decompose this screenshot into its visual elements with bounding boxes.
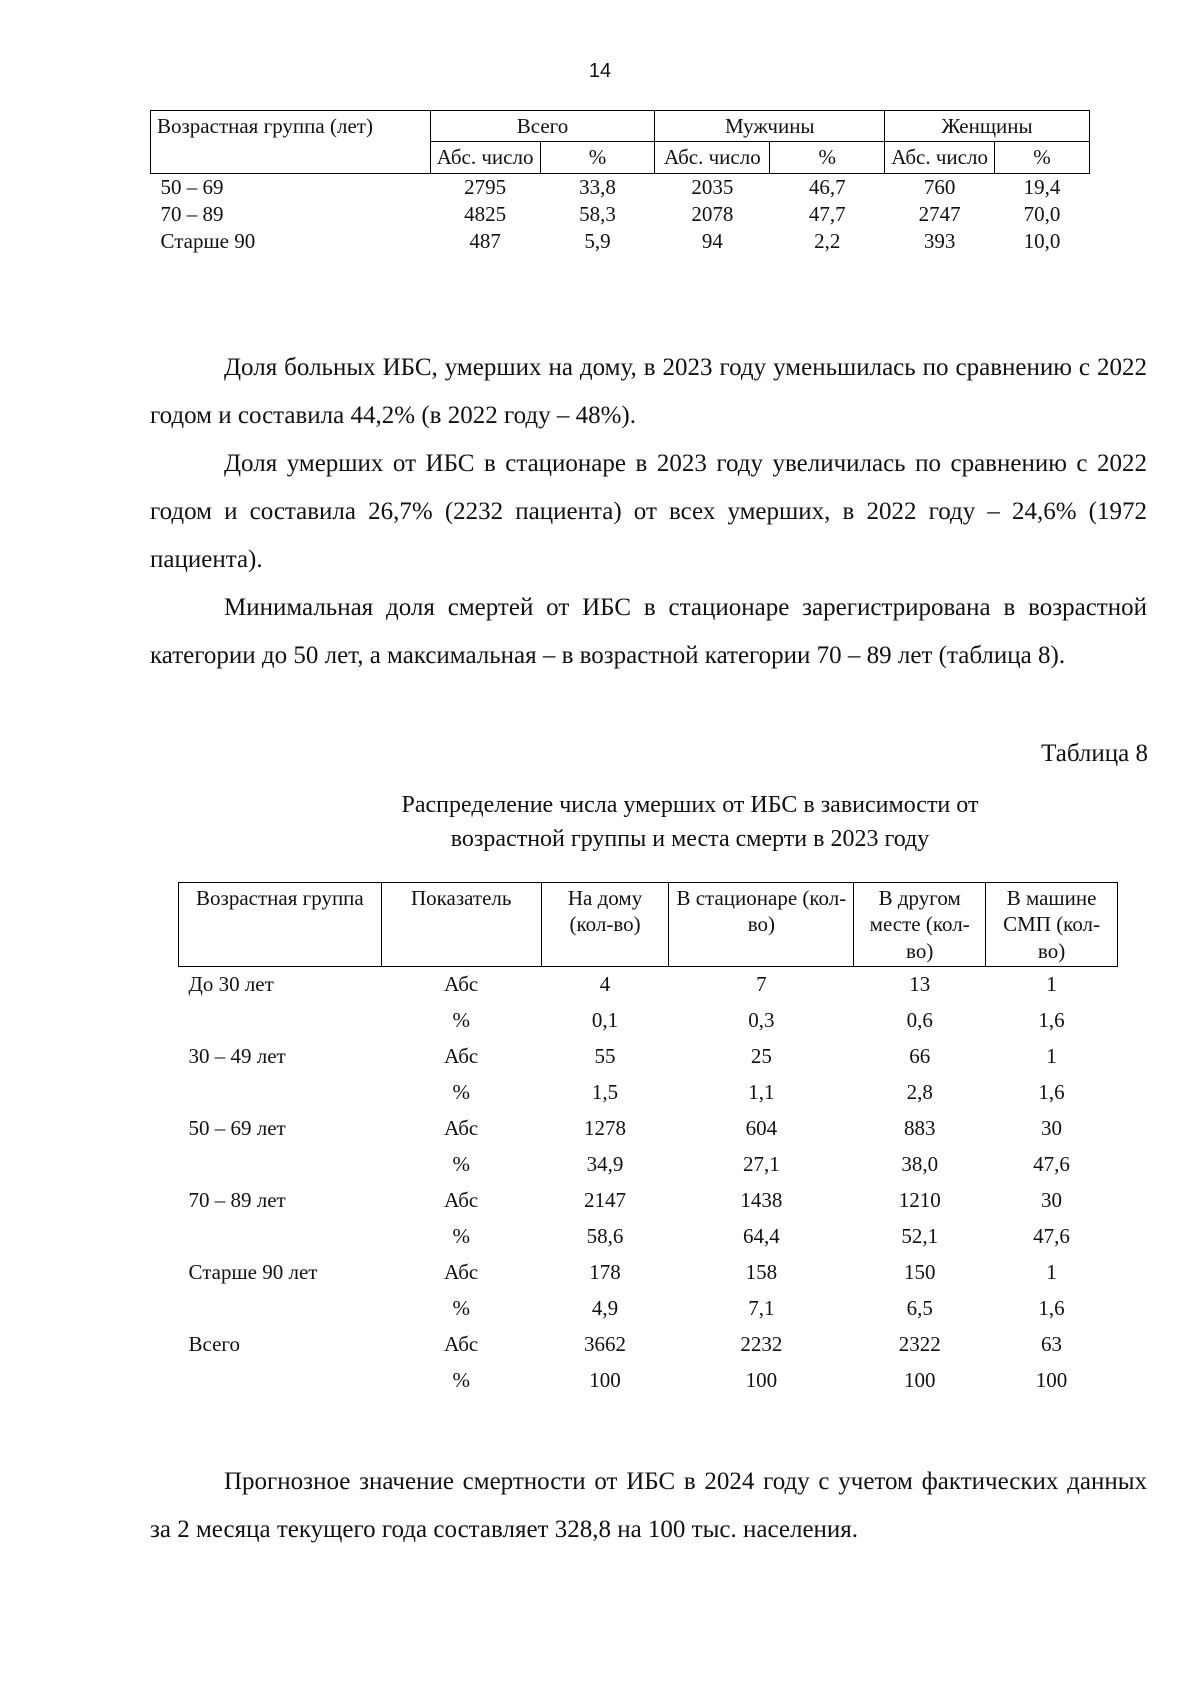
cell-indicator: Абс [444,1260,479,1285]
cell-total-abs: 4825 [464,201,507,226]
cell-other-place: 150 [903,1260,936,1285]
cell-home: 55 [594,1044,616,1069]
cell-home: 0,1 [591,1008,619,1033]
cell-home: 4 [599,972,611,997]
cell-indicator: % [452,1368,470,1393]
paragraph-hospital-deaths: Доля умерших от ИБС в стационаре в 2023 году увеличилась по сравнению с 2022 годом и составила 26,7% (2232 пациента) от всех умерших, в 2022 году – 24,6% (1972 пациента). [150,450,1147,573]
header-home: На дому (кол-во) [541,883,669,967]
cell-hospital: 0,3 [748,1008,775,1033]
cell-ambulance: 1 [1046,1044,1057,1069]
cell-indicator: Абс [444,1116,479,1141]
cell-ambulance: 100 [1035,1368,1068,1393]
cell-group [179,1003,382,1039]
cell-home: 34,9 [586,1152,624,1177]
table-row [151,201,1090,228]
cell-women-abs: 760 [923,174,956,199]
cell-indicator: % [452,1008,470,1033]
cell-indicator: % [452,1296,470,1321]
cell-ambulance: 30 [1041,1116,1063,1141]
header-age-group: Возрастная группа (лет) [151,111,431,174]
cell-group [179,1291,382,1327]
cell-hospital: 1438 [740,1188,783,1213]
cell-ambulance: 1 [1046,1260,1057,1285]
cell-women-pct: 19,4 [1023,174,1061,199]
table-row [179,1111,1118,1147]
table-row [151,228,1090,255]
cell-other-place: 52,1 [901,1224,939,1249]
header-men: Мужчины [655,111,885,142]
cell-men-pct: 46,7 [808,174,846,199]
cell-group: 50 – 69 [160,174,224,199]
cell-other-place: 1210 [898,1188,941,1213]
cell-indicator: Абс [444,1188,479,1213]
header-men-pct: % [770,142,885,173]
cell-other-place: 2,8 [906,1080,933,1105]
cell-home: 1,5 [591,1080,619,1105]
header-hospital: В стационаре (кол-во) [669,883,854,967]
cell-indicator: % [452,1080,470,1105]
table-row [179,966,1118,1003]
cell-group [179,1075,382,1111]
cell-women-pct: 10,0 [1023,228,1061,253]
header-ambulance: В машине СМП (кол-во) [986,883,1118,967]
table-row [151,173,1090,201]
table-row [179,1147,1118,1183]
header-total: Всего [430,111,655,142]
cell-men-abs: 94 [701,228,723,253]
header-men-abs: Абс. число [655,142,770,173]
cell-indicator: Абс [444,972,479,997]
cell-hospital: 1,1 [748,1080,775,1105]
header-indicator: Показатель [381,883,541,967]
paragraph-forecast: Прогнозное значение смертности от ИБС в 2024 году с учетом фактических данных за 2 месяца текущего года составляет 328,8 на 100 тыс. населения. [150,1468,1147,1543]
header-age-group: Возрастная группа [179,883,382,967]
header-women: Женщины [885,111,1090,142]
cell-home: 1278 [584,1116,627,1141]
cell-group: Всего [188,1332,240,1357]
table-row [179,1255,1118,1291]
cell-hospital: 25 [750,1044,772,1069]
cell-hospital: 64,4 [742,1224,780,1249]
cell-hospital: 100 [745,1368,778,1393]
cell-men-abs: 2078 [691,201,734,226]
cell-indicator: Абс [444,1332,479,1357]
cell-ambulance: 47,6 [1033,1152,1070,1177]
table-title-line-2: возрастной группы и места смерти в 2023 году [450,826,930,852]
header-total-abs: Абс. число [430,142,540,173]
header-total-pct: % [540,142,655,173]
cell-ambulance: 30 [1041,1188,1063,1213]
cell-group [179,1363,382,1399]
place-of-death-table [178,882,1118,1399]
cell-group: 70 – 89 лет [188,1188,286,1213]
cell-indicator: % [452,1152,470,1177]
page-number: 14 [588,60,612,82]
cell-group [179,1219,382,1255]
cell-group: До 30 лет [188,972,274,997]
header-women-abs: Абс. число [885,142,995,173]
cell-home: 3662 [584,1332,627,1357]
table-title-line-1: Распределение числа умерших от ИБС в зависимости от [401,792,979,818]
cell-group: 70 – 89 [160,201,224,226]
cell-indicator: Абс [444,1044,479,1069]
cell-hospital: 604 [745,1116,778,1141]
table-row [179,1183,1118,1219]
table-row [179,1327,1118,1363]
cell-other-place: 2322 [898,1332,941,1357]
cell-indicator: % [452,1224,470,1249]
table-row [179,1291,1118,1327]
table-row [179,1219,1118,1255]
paragraph-min-max-share: Минимальная доля смертей от ИБС в стационаре зарегистрирована в возрастной категории до 50 лет, а максимальная – в возрастной категории 70 – 89 лет (таблица 8). [150,594,1147,669]
cell-men-pct: 47,7 [808,201,846,226]
cell-group: Старше 90 [160,228,256,253]
cell-group: Старше 90 лет [188,1260,318,1285]
cell-group [179,1147,382,1183]
table-row [179,1075,1118,1111]
cell-ambulance: 1 [1046,972,1057,997]
table-title [250,788,1130,856]
cell-home: 2147 [584,1188,627,1213]
cell-other-place: 6,5 [906,1296,933,1321]
paragraph-home-deaths: Доля больных ИБС, умерших на дому, в 2023 году уменьшилась по сравнению с 2022 годом и составила 44,2% (в 2022 году – 48%). [150,354,1147,429]
cell-total-abs: 2795 [464,174,507,199]
cell-ambulance: 47,6 [1033,1224,1070,1249]
table-row [179,1363,1118,1399]
cell-ambulance: 1,6 [1038,1296,1065,1321]
cell-hospital: 7 [756,972,767,997]
cell-other-place: 66 [909,1044,931,1069]
cell-other-place: 883 [903,1116,936,1141]
cell-home: 100 [589,1368,621,1393]
cell-ambulance: 1,6 [1038,1008,1065,1033]
cell-other-place: 0,6 [906,1008,933,1033]
cell-other-place: 13 [909,972,931,997]
cell-total-abs: 487 [469,228,501,253]
cell-hospital: 7,1 [748,1296,775,1321]
header-other-place: В другом месте (кол-во) [854,883,986,967]
cell-women-abs: 393 [923,228,956,253]
cell-women-abs: 2747 [918,201,961,226]
cell-home: 178 [589,1260,621,1285]
cell-ambulance: 1,6 [1038,1080,1065,1105]
cell-total-pct: 58,3 [579,201,616,226]
cell-group: 30 – 49 лет [188,1044,286,1069]
cell-ambulance: 63 [1041,1332,1063,1357]
cell-other-place: 38,0 [901,1152,939,1177]
cell-group: 50 – 69 лет [188,1116,286,1141]
cell-men-abs: 2035 [691,174,734,199]
cell-men-pct: 2,2 [814,228,841,253]
table-row [179,1003,1118,1039]
cell-hospital: 27,1 [742,1152,780,1177]
cell-total-pct: 5,9 [584,228,611,253]
cell-home: 58,6 [586,1224,624,1249]
cell-hospital: 158 [745,1260,778,1285]
table-label: Таблица 8 [1041,740,1148,767]
cell-total-pct: 33,8 [579,174,616,199]
cell-women-pct: 70,0 [1023,201,1061,226]
cell-home: 4,9 [591,1296,619,1321]
cell-other-place: 100 [903,1368,936,1393]
header-women-pct: % [995,142,1090,173]
age-sex-table [150,110,1090,255]
cell-hospital: 2232 [740,1332,783,1357]
table-row [179,1039,1118,1075]
